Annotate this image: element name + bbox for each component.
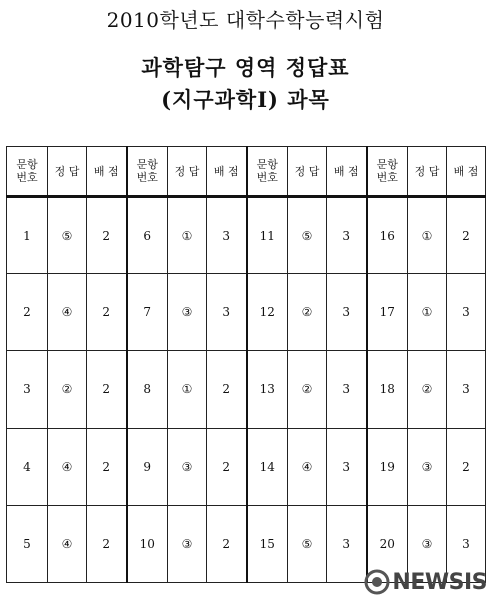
question-no: 1: [7, 197, 48, 274]
points-cell: 2: [87, 351, 127, 428]
header-answer: 정 답: [288, 147, 327, 197]
question-no: 11: [247, 197, 288, 274]
answer-cell: ②: [288, 274, 327, 351]
table-row: [7, 351, 486, 428]
points-cell: 3: [327, 197, 367, 274]
points-cell: 2: [447, 428, 486, 505]
question-no: 8: [127, 351, 168, 428]
answer-cell: ⑤: [288, 197, 327, 274]
answer-cell: ②: [48, 351, 87, 428]
question-no: 18: [367, 351, 408, 428]
header-points: 배 점: [87, 147, 127, 197]
answer-cell: ④: [48, 274, 87, 351]
header-points: 배 점: [207, 147, 247, 197]
header-answer: 정 답: [168, 147, 207, 197]
header-question-no: 문항 번호: [127, 147, 168, 197]
header-points: 배 점: [447, 147, 486, 197]
points-cell: 3: [327, 351, 367, 428]
question-no: 4: [7, 428, 48, 505]
question-no: 3: [7, 351, 48, 428]
question-no: 14: [247, 428, 288, 505]
answer-cell: ②: [408, 351, 447, 428]
newsis-watermark: [364, 568, 487, 596]
exam-title: 2010학년도 대학수학능력시험: [106, 8, 385, 32]
points-cell: 2: [87, 274, 127, 351]
points-cell: 2: [87, 505, 127, 582]
answer-cell: ①: [168, 197, 207, 274]
answer-table: [6, 146, 486, 583]
header-question-no: 문항 번호: [247, 147, 288, 197]
table-row: [7, 197, 486, 274]
points-cell: 3: [447, 351, 486, 428]
table-row: [7, 428, 486, 505]
points-cell: 3: [327, 428, 367, 505]
points-cell: 2: [207, 428, 247, 505]
question-no: 13: [247, 351, 288, 428]
question-no: 15: [247, 505, 288, 582]
points-cell: 3: [447, 505, 486, 582]
header-question-no: 문항 번호: [367, 147, 408, 197]
question-no: 20: [367, 505, 408, 582]
answer-cell: ②: [288, 351, 327, 428]
answer-cell: ④: [48, 505, 87, 582]
question-no: 17: [367, 274, 408, 351]
points-cell: 2: [87, 428, 127, 505]
points-cell: 3: [207, 197, 247, 274]
answer-cell: ④: [48, 428, 87, 505]
newsis-watermark-text: NEWSIS: [392, 569, 487, 595]
header-points: 배 점: [327, 147, 367, 197]
question-no: 10: [127, 505, 168, 582]
points-cell: 3: [447, 274, 486, 351]
question-no: 2: [7, 274, 48, 351]
answer-sheet-title: 과학탐구 영역 정답표: [141, 55, 350, 80]
question-no: 9: [127, 428, 168, 505]
points-cell: 3: [207, 274, 247, 351]
points-cell: 2: [207, 351, 247, 428]
points-cell: 3: [327, 274, 367, 351]
points-cell: 3: [327, 505, 367, 582]
header-question-no: 문항 번호: [7, 147, 48, 197]
answer-cell: ⑤: [48, 197, 87, 274]
table-row: [7, 274, 486, 351]
question-no: 7: [127, 274, 168, 351]
answer-cell: ③: [168, 428, 207, 505]
question-no: 16: [367, 197, 408, 274]
question-no: 19: [367, 428, 408, 505]
subject-title: (지구과학Ⅰ) 과목: [161, 87, 330, 112]
answer-cell: ③: [408, 505, 447, 582]
points-cell: 2: [87, 197, 127, 274]
answer-cell: ①: [408, 197, 447, 274]
answer-cell: ③: [168, 505, 207, 582]
answer-cell: ①: [168, 351, 207, 428]
answer-cell: ⑤: [288, 505, 327, 582]
answer-cell: ④: [288, 428, 327, 505]
header-answer: 정 답: [408, 147, 447, 197]
newsis-logo-icon: [364, 569, 390, 595]
question-no: 5: [7, 505, 48, 582]
table-header-row: [7, 147, 486, 197]
answer-cell: ①: [408, 274, 447, 351]
answer-cell: ③: [168, 274, 207, 351]
question-no: 6: [127, 197, 168, 274]
answer-cell: ③: [408, 428, 447, 505]
header-answer: 정 답: [48, 147, 87, 197]
points-cell: 2: [447, 197, 486, 274]
points-cell: 2: [207, 505, 247, 582]
question-no: 12: [247, 274, 288, 351]
